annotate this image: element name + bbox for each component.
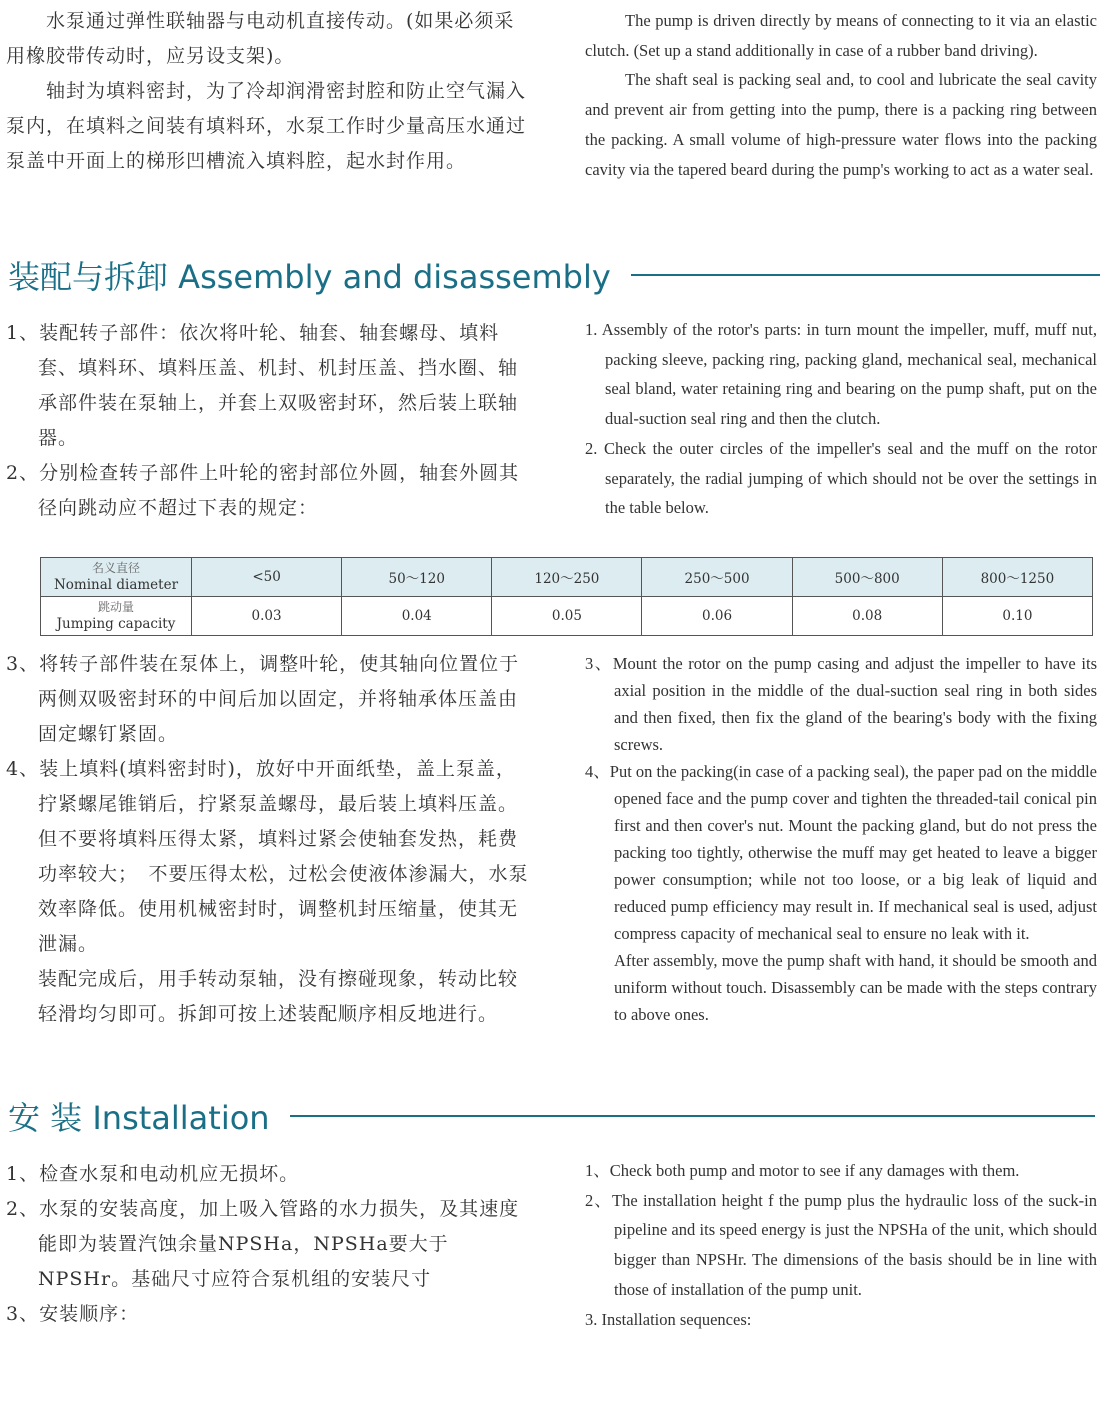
- installation-zh: [6, 1157, 531, 1332]
- intro-zh: [6, 4, 531, 179]
- jumping-capacity-table: [40, 557, 1093, 636]
- installation-en-step-2: 2、The installation height f the pump plus the hydraulic loss of the suck-in pipeline and its speed energy is just the NPSHa of the unit, which should bigger than NPSHr. The dimensions of the basis should be in line with those of installation of the pump unit.: [585, 1190, 1097, 1299]
- assembly-en-step-1: 1. Assembly of the rotor's parts: in turn mount the impeller, muff, muff nut, packing sleeve, packing ring, packing gland, mechanical seal, mechanical seal bland, water retaining ring and bearing on the pump shaft, put on the dual-suction seal ring and then the clutch.: [585, 320, 1097, 429]
- intro-en-para-1: The pump is driven directly by means of connecting to it via an elastic clutch. (Set up a stand additionally in case of a rubber band driving).: [585, 11, 1097, 60]
- table-cell: 500～800: [792, 558, 942, 597]
- assembly-zh-step-1: 1、装配转子部件：依次将叶轮、轴套、轴套螺母、填料套、填料环、填料压盖、机封、机封压盖、挡水圈、轴承部件装在泵轴上，并套上双吸密封环，然后装上联轴器。: [6, 322, 519, 449]
- table-cell: 120～250: [492, 558, 642, 597]
- assembly-en-step-4: 4、Put on the packing(in case of a packing seal), the paper pad on the middle opened face and the pump cover and tighten the threaded-tail conical pin first and then cover's nut. Mount the packing gland, but do not press the packing too tightly, otherwise the muff may get heated to leave a bigger power consumption; while not too loose, or a big leak of liquid and reduced pump efficiency may result in. If mechanical seal is used, adjust compress capacity of mechanical seal to ensure no leak with it.: [585, 762, 1097, 943]
- table-cell: <50: [192, 558, 342, 597]
- assembly-en-step-2: 2. Check the outer circles of the impeller's seal and the muff on the rotor separately, the radial jumping of which should not be over the settings in the table below.: [585, 438, 1097, 518]
- installation-zh-step-2: 2、水泵的安装高度，加上吸入管路的水力损失，及其速度能即为装置汽蚀余量NPSHa，NPSHa要大于NPSHr。基础尺寸应符合泵机组的安装尺寸: [6, 1198, 520, 1290]
- intro-en: [585, 6, 1097, 184]
- assembly-heading-rule: [631, 274, 1100, 276]
- intro-en-para-2: The shaft seal is packing seal and, to cool and lubricate the seal cavity and prevent air from getting into the pump, there is a packing ring between the packing. A small volume of high-pressure water flows into the packing cavity via the tapered beard during the pump's working to act as a water seal.: [585, 70, 1097, 179]
- assembly-en-bottom: [585, 650, 1097, 1028]
- installation-zh-step-3: 3、安装顺序：: [6, 1303, 140, 1325]
- installation-heading-rule: [290, 1115, 1095, 1117]
- assembly-en-top: [585, 315, 1097, 523]
- assembly-zh-bottom: [6, 647, 531, 1032]
- installation-en-step-3: 3. Installation sequences:: [585, 1309, 752, 1329]
- assembly-section-header: [8, 252, 1100, 298]
- table-cell: 0.06: [642, 597, 792, 636]
- table-cell: 0.08: [792, 597, 942, 636]
- table-row-diameter: [41, 558, 1093, 597]
- intro-zh-para-2: 轴封为填料密封，为了冷却润滑密封腔和防止空气漏入泵内，在填料之间装有填料环，水泵工作时少量高压水通过泵盖中开面上的梯形凹槽流入填料腔，起水封作用。: [6, 80, 527, 172]
- table-label-diameter: [41, 558, 192, 597]
- table-cell: 0.03: [192, 597, 342, 636]
- assembly-en-step-3: 3、Mount the rotor on the pump casing and adjust the impeller to have its axial position in the middle of the dual-suction seal ring in both sides and then fixed, then fix the gland of the bearing's body with the fixing screws.: [585, 654, 1097, 754]
- assembly-zh-top: [6, 316, 531, 526]
- installation-en-step-1: 1、Check both pump and motor to see if any damages with them.: [585, 1161, 1020, 1180]
- assembly-zh-step-4: 4、装上填料(填料密封时)，放好中开面纸垫，盖上泵盖，拧紧螺尾锥销后，拧紧泵盖螺母，最后装上填料压盖。但不要将填料压得太紧，填料过紧会使轴套发热，耗费功率较大； 不要压得太松，过松会使液体渗漏大，水泵效率降低。使用机械密封时，调整机封压缩量，使其无泄漏。: [6, 758, 529, 955]
- table-cell: 250～500: [642, 558, 792, 597]
- assembly-zh-step-2: 2、分别检查转子部件上叶轮的密封部位外圆，轴套外圆其径向跳动应不超过下表的规定：: [6, 462, 520, 519]
- table-cell: 0.05: [492, 597, 642, 636]
- table-row-jumping: [41, 597, 1093, 636]
- installation-en: [585, 1156, 1097, 1334]
- table-cell: 50～120: [342, 558, 492, 597]
- table-cell: 0.10: [942, 597, 1092, 636]
- label-en: Jumping capacity: [56, 616, 176, 632]
- label-zh: 名义直径: [91, 561, 140, 575]
- label-en: Nominal diameter: [53, 577, 179, 593]
- table-cell: 800～1250: [942, 558, 1092, 597]
- installation-zh-step-1: 1、检查水泵和电动机应无损坏。: [6, 1163, 300, 1185]
- assembly-en-after: After assembly, move the pump shaft with hand, it should be smooth and uniform without touch. Disassembly can be made with the steps contrary to above ones.: [614, 951, 1097, 1024]
- table-label-jumping: [41, 597, 192, 636]
- installation-section-header: [8, 1093, 1095, 1139]
- installation-heading: 安 装 Installation: [8, 1099, 270, 1137]
- intro-zh-para-1: 水泵通过弹性联轴器与电动机直接传动。(如果必须采用橡胶带传动时，应另设支架)。: [6, 10, 515, 67]
- assembly-heading: 装配与拆卸 Assembly and disassembly: [8, 258, 611, 296]
- assembly-zh-after: 装配完成后，用手转动泵轴，没有擦碰现象，转动比较轻滑均匀即可。拆卸可按上述装配顺序相反地进行。: [38, 968, 519, 1025]
- table-cell: 0.04: [342, 597, 492, 636]
- label-zh: 跳动量: [97, 600, 134, 614]
- assembly-zh-step-3: 3、将转子部件装在泵体上，调整叶轮，使其轴向位置位于两侧双吸密封环的中间后加以固定，并将轴承体压盖由固定螺钉紧固。: [6, 653, 520, 745]
